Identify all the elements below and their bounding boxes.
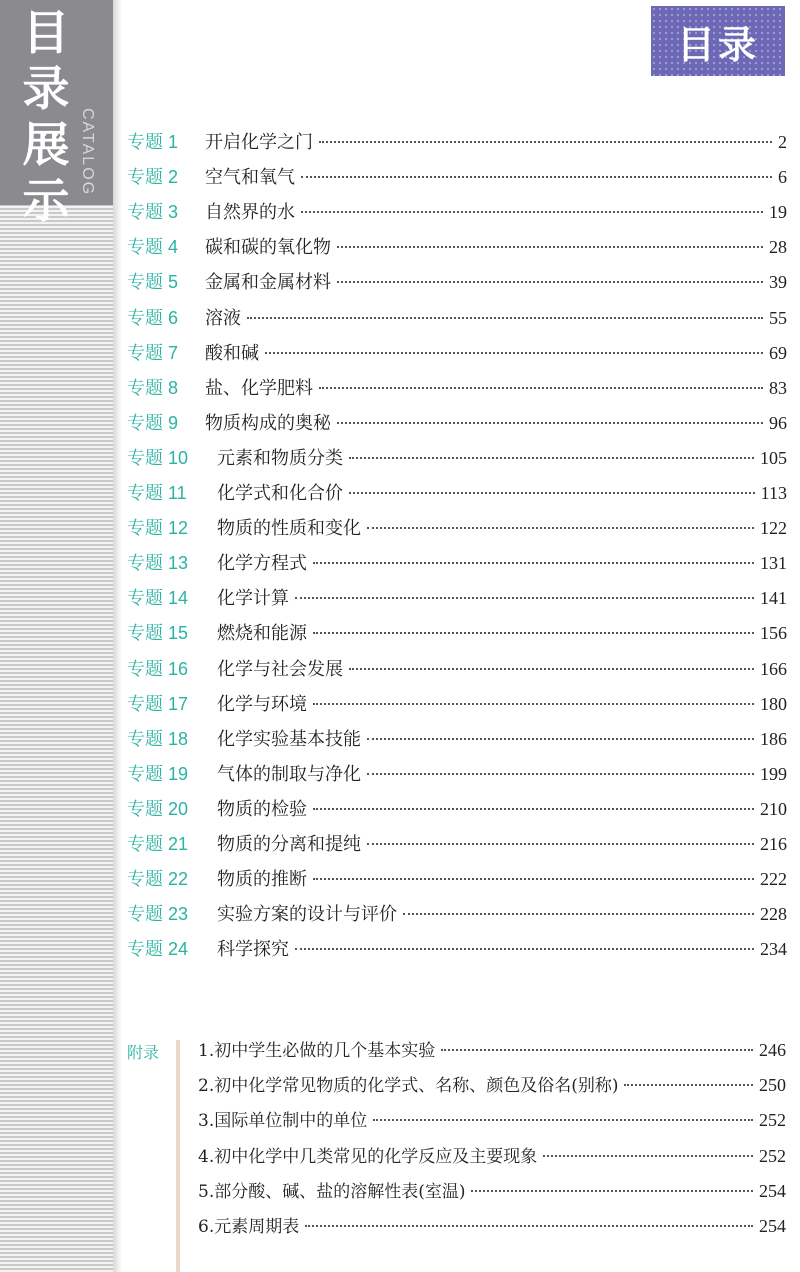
- toc-entry[interactable]: [127, 374, 787, 404]
- toc-page-number: 166: [760, 658, 787, 679]
- toc-topic-number: 专题 1: [127, 132, 179, 152]
- toc-entry[interactable]: [127, 409, 787, 439]
- appendix-entry[interactable]: [198, 1036, 786, 1066]
- toc-topic-title: 溶液: [205, 307, 241, 329]
- toc-page-number: 141: [760, 588, 787, 609]
- toc-leader-dots: [247, 317, 763, 319]
- toc-entry[interactable]: [127, 935, 787, 965]
- toc-entry[interactable]: [127, 444, 787, 474]
- appendix-page-number: 254: [759, 1180, 786, 1201]
- appendix-entry[interactable]: [198, 1071, 786, 1101]
- sidebar-header: [0, 0, 113, 229]
- appendix-leader-dots: [305, 1225, 753, 1227]
- toc-entry[interactable]: [127, 339, 787, 369]
- toc-topic-number: 专题 5: [127, 272, 179, 293]
- toc-topic-title: 化学实验基本技能: [217, 728, 361, 750]
- toc-topic-number: 专题 4: [127, 237, 179, 258]
- toc-topic-number: 专题 16: [127, 658, 189, 679]
- toc-topic-number: 专题 21: [127, 834, 189, 854]
- toc-page-number: 180: [760, 693, 787, 714]
- appendix-entry-title: 2.初中化学常见物质的化学式、名称、颜色及俗名(别称): [198, 1076, 619, 1097]
- toc-page-number: 122: [760, 518, 787, 539]
- appendix-page-number: 252: [759, 1145, 786, 1166]
- toc-topic-number: 专题 13: [127, 553, 189, 574]
- toc-page-number: 6: [778, 167, 787, 188]
- appendix-leader-dots: [373, 1119, 753, 1121]
- toc-topic-number: 专题 23: [127, 904, 189, 925]
- toc-topic-title: 自然界的水: [205, 202, 295, 224]
- appendix-page-number: 250: [759, 1075, 786, 1096]
- toc-leader-dots: [349, 492, 755, 494]
- toc-page-number: 96: [769, 412, 787, 433]
- toc-leader-dots: [367, 527, 754, 529]
- appendix-entry-title: 6.元素周期表: [198, 1217, 300, 1237]
- toc-leader-dots: [403, 913, 754, 915]
- toc-topic-number: 专题 3: [127, 202, 179, 223]
- toc-leader-dots: [295, 597, 754, 599]
- appendix-entry-title: 5.部分酸、碱、盐的溶解性表(室温): [198, 1181, 466, 1202]
- appendix-page-number: 254: [759, 1216, 786, 1236]
- header-badge: [651, 6, 785, 76]
- appendix-entry[interactable]: [198, 1212, 786, 1242]
- toc-topic-title: 物质的推断: [217, 869, 307, 891]
- toc-leader-dots: [313, 632, 754, 634]
- appendix-label: 附录: [127, 1043, 160, 1062]
- sidebar: [0, 0, 113, 1272]
- toc-topic-number: 专题 7: [127, 342, 179, 363]
- toc-entry[interactable]: [127, 619, 787, 649]
- toc-page-number: 69: [769, 342, 787, 363]
- toc-page-number: 186: [760, 728, 787, 749]
- toc-page-number: 113: [760, 483, 787, 503]
- toc-entry[interactable]: [127, 163, 787, 193]
- toc-topic-title: 元素和物质分类: [217, 447, 343, 469]
- appendix-divider: [176, 1040, 180, 1272]
- toc-page-number: 2: [778, 132, 787, 152]
- toc-page-number: 222: [760, 869, 787, 890]
- page-edge-shadow: [113, 0, 122, 1272]
- toc-topic-title: 物质的检验: [217, 798, 307, 820]
- toc-topic-number: 专题 12: [127, 518, 189, 539]
- toc-page-number: 83: [769, 377, 787, 398]
- sidebar-title-char: 录: [22, 62, 70, 117]
- toc-page-number: 19: [769, 202, 787, 223]
- toc-topic-number: 专题 15: [127, 623, 189, 644]
- toc-topic-number: 专题 10: [127, 447, 189, 468]
- toc-entry[interactable]: [127, 304, 787, 334]
- toc-topic-title: 科学探究: [217, 939, 289, 961]
- toc-topic-number: 专题 17: [127, 693, 189, 714]
- toc-topic-number: 专题 6: [127, 307, 179, 328]
- toc-leader-dots: [319, 141, 772, 143]
- toc-page-number: 228: [760, 904, 787, 925]
- toc-entry[interactable]: [127, 549, 787, 579]
- toc-topic-number: 专题 14: [127, 588, 189, 609]
- appendix-leader-dots: [543, 1155, 753, 1157]
- appendix-entry-title: 4.初中化学中几类常见的化学反应及主要现象: [198, 1146, 538, 1167]
- appendix-entry[interactable]: [198, 1142, 786, 1172]
- toc-topic-title: 物质构成的奥秘: [205, 412, 331, 434]
- sidebar-catalog-label: CATALOG: [79, 108, 96, 197]
- toc-topic-number: 专题 11: [127, 483, 187, 503]
- toc-topic-number: 专题 18: [127, 728, 189, 749]
- toc-topic-title: 化学与社会发展: [217, 658, 343, 680]
- toc-topic-title: 酸和碱: [205, 342, 259, 364]
- toc-topic-number: 专题 22: [127, 869, 189, 890]
- toc-topic-title: 盐、化学肥料: [205, 377, 313, 399]
- toc-page-number: 234: [760, 939, 787, 960]
- appendix-leader-dots: [471, 1190, 753, 1192]
- appendix-leader-dots: [624, 1084, 753, 1086]
- toc-topic-title: 空气和氧气: [205, 167, 295, 189]
- toc-topic-title: 物质的分离和提纯: [217, 834, 361, 855]
- appendix-entry[interactable]: [198, 1106, 786, 1136]
- toc-entry[interactable]: [127, 514, 787, 544]
- sidebar-title: [20, 6, 72, 230]
- toc-topic-number: 专题 8: [127, 377, 179, 398]
- toc-topic-number: 专题 20: [127, 798, 189, 819]
- toc-page-number: 156: [760, 623, 787, 644]
- appendix-entry[interactable]: [198, 1177, 786, 1207]
- toc-leader-dots: [265, 352, 763, 354]
- toc-topic-title: 物质的性质和变化: [217, 518, 361, 540]
- toc-page-number: 28: [769, 237, 787, 258]
- toc-leader-dots: [301, 211, 763, 213]
- toc-leader-dots: [367, 773, 754, 775]
- toc-entry[interactable]: [127, 198, 787, 228]
- toc-topic-number: 专题 19: [127, 763, 189, 784]
- sidebar-title-char: 展: [22, 118, 70, 173]
- toc-entry[interactable]: [127, 655, 787, 685]
- toc-entry[interactable]: [127, 584, 787, 614]
- toc-leader-dots: [349, 457, 754, 459]
- toc-leader-dots: [313, 878, 754, 880]
- toc-topic-title: 金属和金属材料: [205, 272, 331, 294]
- toc-topic-number: 专题 2: [127, 167, 179, 188]
- toc-entry[interactable]: [127, 233, 787, 263]
- toc-leader-dots: [337, 422, 763, 424]
- toc-topic-number: 专题 24: [127, 939, 189, 960]
- toc-page-number: 199: [760, 763, 787, 784]
- toc-page-number: 131: [760, 553, 787, 574]
- toc-leader-dots: [319, 387, 763, 389]
- toc-entry[interactable]: [127, 690, 787, 720]
- toc-leader-dots: [337, 246, 763, 248]
- toc-leader-dots: [349, 668, 754, 670]
- toc-topic-title: 化学方程式: [217, 553, 307, 575]
- appendix-leader-dots: [441, 1049, 753, 1051]
- page-title: 目录: [676, 22, 759, 67]
- toc-leader-dots: [367, 738, 754, 740]
- toc-leader-dots: [367, 843, 754, 845]
- toc-topic-title: 化学计算: [217, 588, 289, 610]
- toc-entry[interactable]: [127, 830, 787, 860]
- toc-entry[interactable]: [127, 795, 787, 825]
- toc-entry[interactable]: [127, 268, 787, 298]
- appendix-page-number: 252: [759, 1110, 786, 1131]
- toc-topic-title: 开启化学之门: [205, 132, 313, 153]
- toc-topic-title: 化学与环境: [217, 693, 307, 715]
- toc-topic-number: 专题 9: [127, 412, 179, 433]
- toc-leader-dots: [313, 808, 754, 810]
- toc-topic-title: 实验方案的设计与评价: [217, 904, 397, 926]
- toc-entry[interactable]: [127, 900, 787, 930]
- appendix-page-number: 246: [759, 1040, 786, 1060]
- toc-page-number: 105: [760, 447, 787, 468]
- toc-entry[interactable]: [127, 725, 787, 755]
- toc-topic-title: 燃烧和能源: [217, 623, 307, 645]
- toc-page-number: 210: [760, 798, 787, 819]
- toc-leader-dots: [337, 281, 763, 283]
- toc-topic-title: 碳和碳的氧化物: [205, 237, 331, 259]
- sidebar-title-char: 示: [22, 174, 70, 229]
- toc-entry[interactable]: [127, 760, 787, 790]
- toc-leader-dots: [313, 703, 754, 705]
- toc-leader-dots: [295, 948, 754, 950]
- toc-leader-dots: [313, 562, 754, 564]
- toc-entry[interactable]: [127, 865, 787, 895]
- toc-entry[interactable]: [127, 479, 787, 509]
- toc-topic-title: 化学式和化合价: [217, 483, 343, 504]
- toc-page-number: 216: [760, 834, 787, 854]
- appendix-entry-title: 3.国际单位制中的单位: [198, 1111, 368, 1132]
- toc-page-number: 39: [769, 272, 787, 293]
- toc-leader-dots: [301, 176, 772, 178]
- toc-entry[interactable]: [127, 128, 787, 158]
- appendix-entry-title: 1.初中学生必做的几个基本实验: [198, 1041, 436, 1061]
- sidebar-title-char: 目: [22, 6, 70, 61]
- toc-topic-title: 气体的制取与净化: [217, 763, 361, 785]
- toc-page-number: 55: [769, 307, 787, 328]
